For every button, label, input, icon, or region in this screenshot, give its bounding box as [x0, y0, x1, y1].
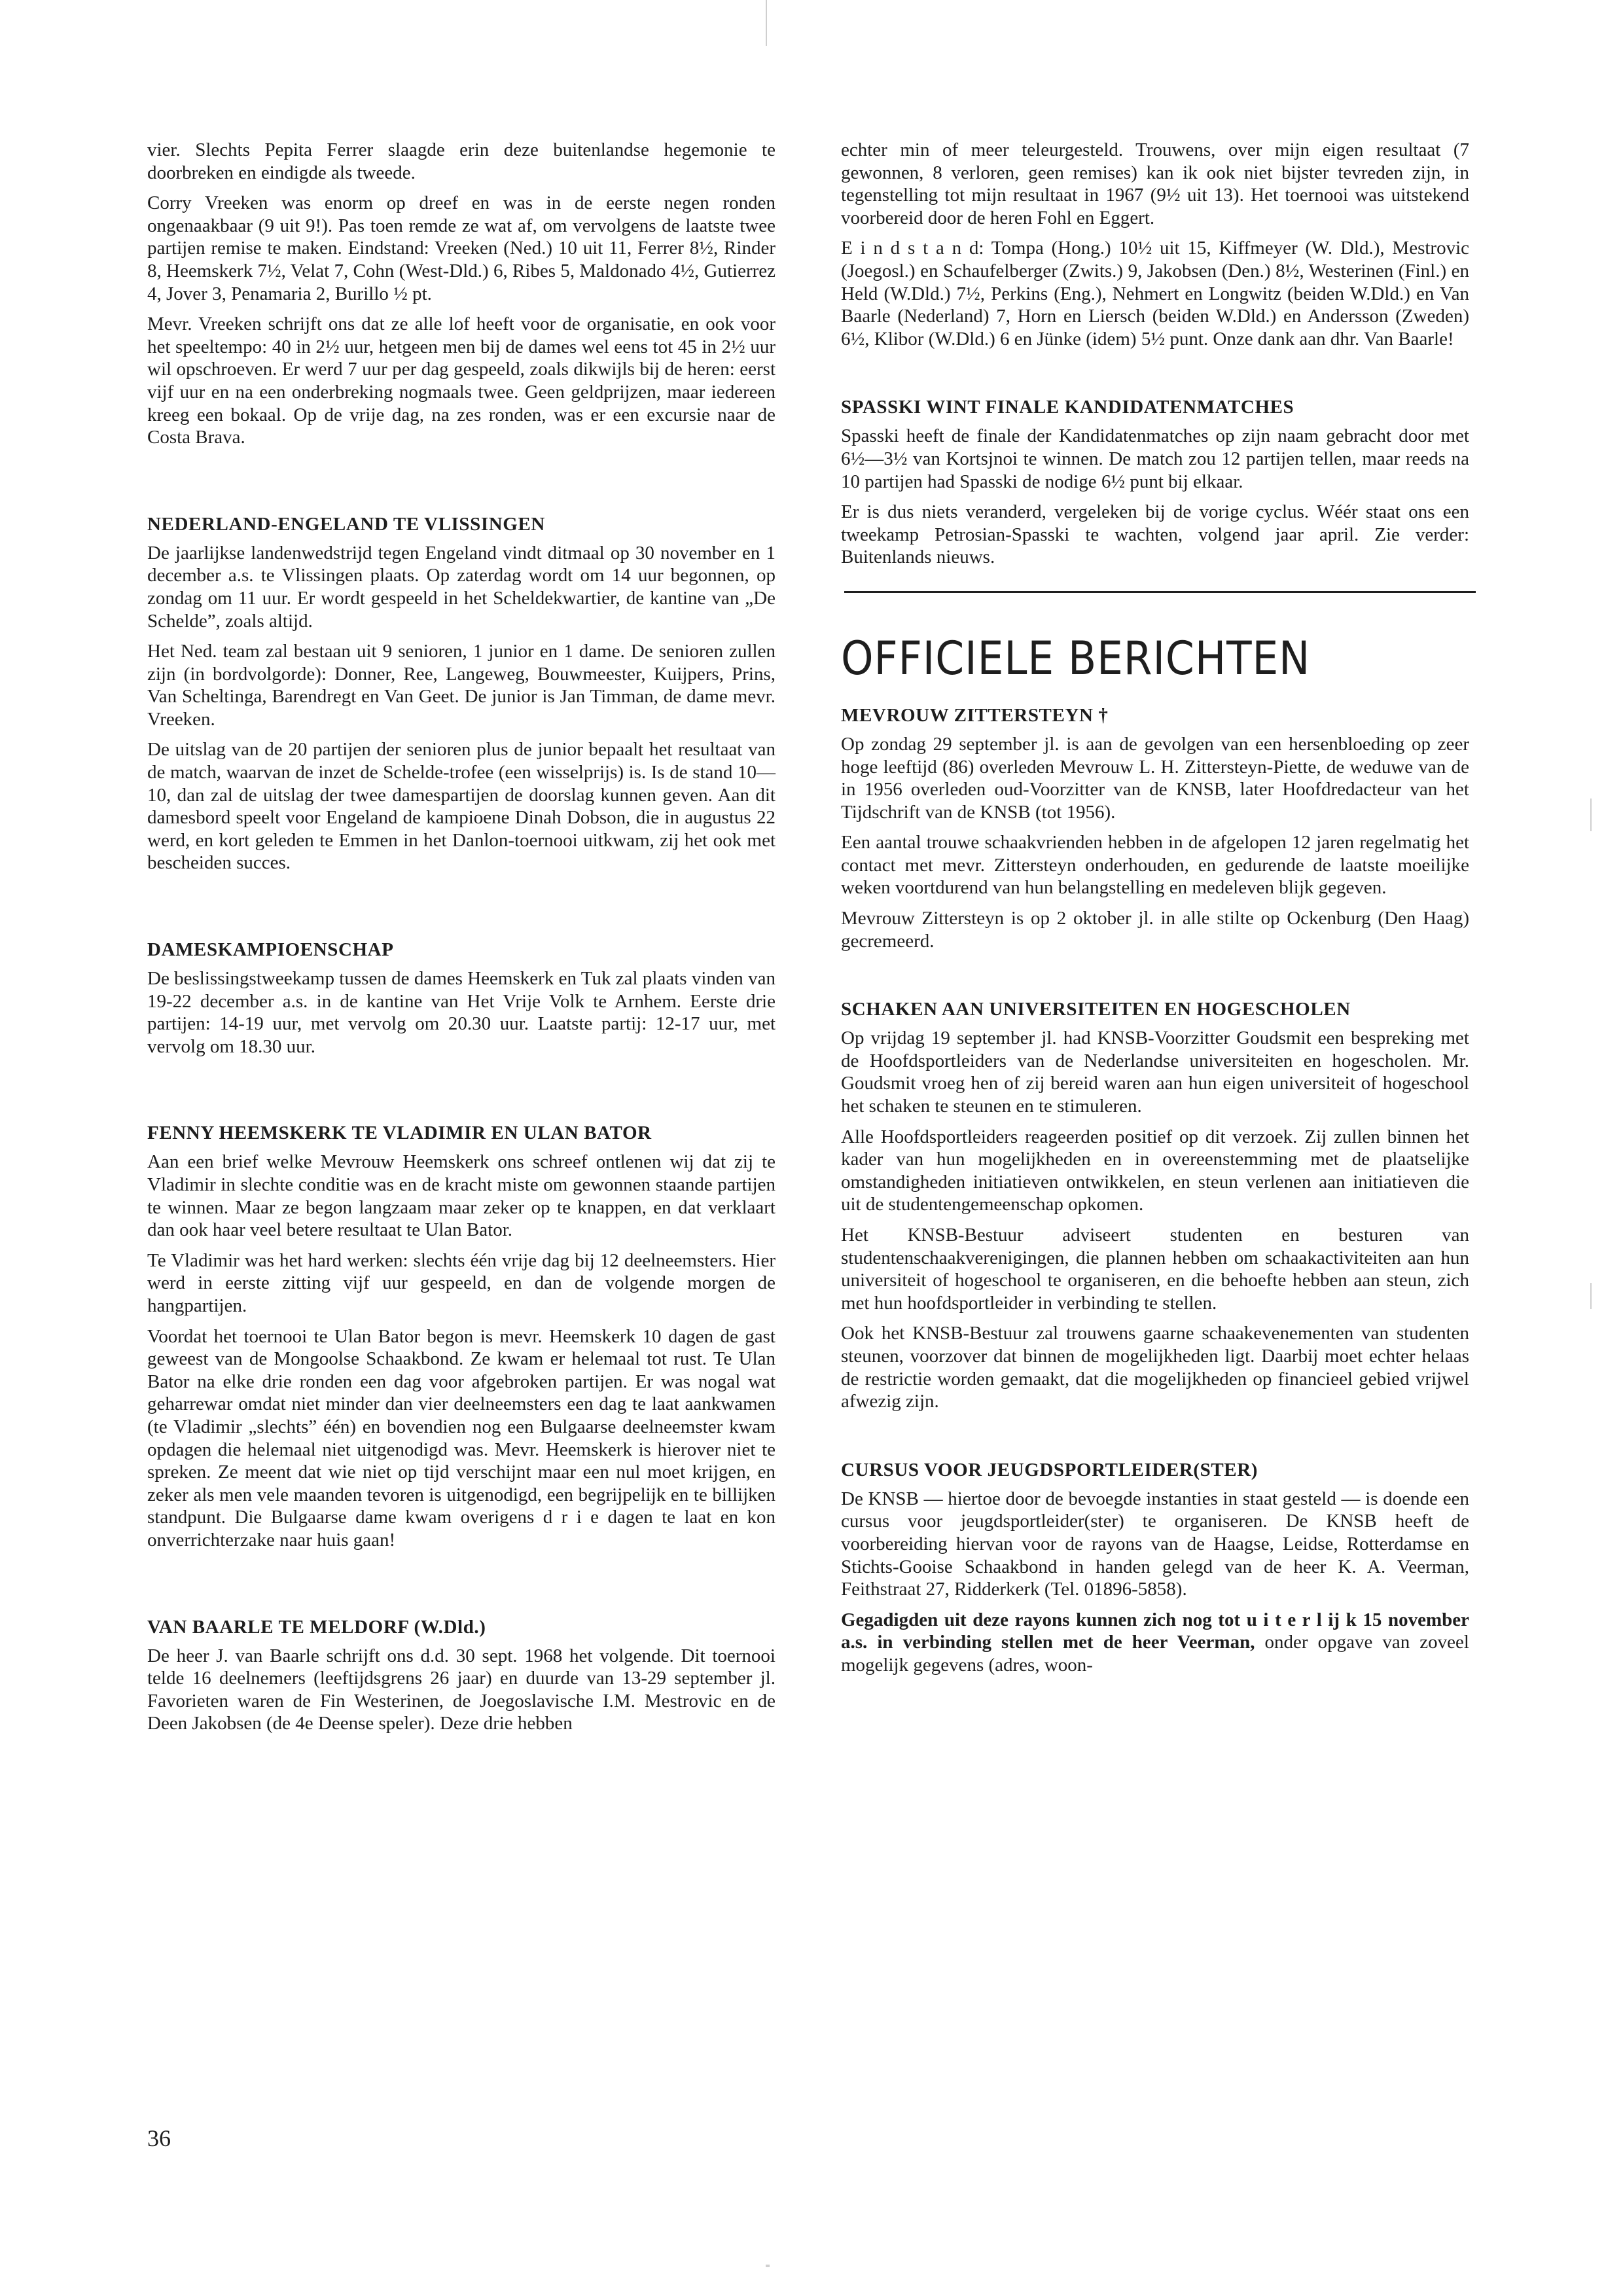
- section-paragraph: De uitslag van de 20 partijen der senioren plus de junior bepaalt het resultaat van de match, waarvan de inzet de Schelde-trofee (een wisselprijs) is. Is de stand 10—10, dan zal de uitslag der twee damespartijen de doorslag kunnen geven. Aan dit damesbord speelt voor Engeland de kampioene Dinah Dobson, die in augustus 22 werd, en kort geleden te Emmen in het Danlon-toernooi uitkwam, zij het ook met bescheiden succes.: [147, 739, 776, 874]
- section-spacer: [147, 1560, 776, 1616]
- section-spacer: [841, 358, 1469, 396]
- horizontal-rule: [844, 591, 1476, 593]
- section-paragraph: Een aantal trouwe schaakvrienden hebben in de afgelopen 12 jaren regelmatig het contact met mevr. Zittersteyn onderhouden, en gedurende de laatste moeilijke weken voortdurend van hun belangstelling en medeleven blijk gegeven.: [841, 832, 1469, 899]
- top-edge-mark: [766, 0, 767, 46]
- section-paragraph: Aan een brief welke Mevrouw Heemskerk ons schreef ontlenen wij dat zij te Vladimir in slechte conditie was en de kracht miste om gewonnen staande partijen te winnen. Maar ze begon langzaam maar zeker op te knappen, en dat verklaart dan ook haar veel betere resultaat te Ulan Bator.: [147, 1151, 776, 1241]
- section-spacer: [841, 1421, 1469, 1459]
- section-paragraph: Het Ned. team zal bestaan uit 9 senioren, 1 junior en 1 dame. De senioren zullen zijn (in bordvolgorde): Donner, Ree, Langeweg, Bouwmeester, Kuijpers, Prins, Van Scheltinga, Barendregt en Van Geet. De junior is Jan Timman, de dame mevr. Vreeken.: [147, 641, 776, 730]
- continued-paragraph-2: E i n d s t a n d: Tompa (Hong.) 10½ uit 15, Kiffmeyer (W. Dld.), Mestrovic (Joegosl.) en Schaufelberger (Zwits.) 9, Jakobsen (Den.) 8½, Westerinen (Finl.) en Held (W.Dld.) 7½, Perkins (Eng.), Nehmert en Longwitz (beiden W.Dld.) en Van Baarle (Nederland) 7, Horn en Liersch (beiden W.Dld.) en Andersson (Zweden) 6½, Klibor (W.Dld.) 6 en Jünke (idem) 5½ punt. Onze dank aan dhr. Van Baarle!: [841, 238, 1469, 350]
- section-heading-universiteiten: SCHAKEN AAN UNIVERSITEITEN EN HOGESCHOLEN: [841, 999, 1351, 1020]
- section-paragraph: Spasski heeft de finale der Kandidatenmatches op zijn naam gebracht door met 6½—3½ van Kortsjnoi te winnen. De match zou 12 partijen tellen, maar reeds na 10 partijen had Spasski de nodige 6½ punt bij elkaar.: [841, 425, 1469, 492]
- bottom-edge-mark: [766, 2265, 770, 2267]
- section-paragraph: Ook het KNSB-Bestuur zal trouwens gaarne schaakevenementen van studenten steunen, voorzover dat binnen de mogelijkheden ligt. Daarbij moet echter helaas de restrictie worden gemaakt, dat die mogelijkheden op financieel gebied vrijwel afwezig zijn.: [841, 1323, 1469, 1412]
- section-spacer: [841, 960, 1469, 998]
- section-heading-nederland-engeland: NEDERLAND-ENGELAND TE VLISSINGEN: [147, 513, 545, 535]
- section-paragraph: De heer J. van Baarle schrijft ons d.d. 30 sept. 1968 het volgende. Dit toernooi telde 16 deelnemers (leeftijdsgrens 26 jaar) en duurde van 13-29 september jl. Favorieten waren de Fin Westerinen, de Joegoslavische I.M. Mestrovic en de Deen Jakobsen (de 4e Deense speler). Deze drie hebben: [147, 1645, 776, 1734]
- section-paragraph: Voordat het toernooi te Ulan Bator begon is mevr. Heemskerk 10 dagen de gast geweest van de Mongoolse Schaakbond. Ze kwam er helemaal tot rust. Te Ulan Bator na elke drie ronden een dag voor afgebroken partijen. Er was nogal wat geharrewar omdat niet minder dan vier deelneemsters een dag te laat aankwamen (te Vladimir „slechts” één) en bovendien nog een Bulgaarse deelneemster kwam opdagen die helemaal niet uitgenodigd was. Mevr. Heemskerk is hierover niet te spreken. Ze meent dat wie niet op tijd verschijnt maar een nul moet krijgen, en zeker als men vele maanden tevoren is uitgenodigd, een begrijpelijk en te billijken standpunt. Die Bulgaarse dame kwam overigens d r i e dagen te laat en kon onverrichterzake naar huis gaan!: [147, 1325, 776, 1551]
- section-paragraph-final: [841, 1609, 1469, 1677]
- intro-paragraph-2: Corry Vreeken was enorm op dreef en was in de eerste negen ronden ongenaakbaar (9 uit 9!). Pas toen remde ze wat af, om vervolgens de laatste twee partijen remise te maken. Eindstand: Vreeken (Ned.) 10 uit 11, Ferrer 8½, Rinder 8, Heemskerk 7½, Velat 7, Cohn (West-Dld.) 6, Ribes 5, Maldonado 4½, Gutierrez 4, Jover 3, Penamaria 2, Burillo ½ pt.: [147, 192, 776, 304]
- right-edge-mark-2: [1590, 1283, 1592, 1309]
- section-paragraph: Mevrouw Zittersteyn is op 2 oktober jl. in alle stilte op Ockenburg (Den Haag) gecremeerd.: [841, 908, 1469, 952]
- section-spacer: [147, 457, 776, 513]
- section-paragraph: Te Vladimir was het hard werken: slechts één vrije dag bij 12 deelneemsters. Hier werd in eerste zitting vijf uur gespeeld, en dan de volgende morgen de hangpartijen.: [147, 1249, 776, 1316]
- section-paragraph: Op zondag 29 september jl. is aan de gevolgen van een hersenbloeding op zeer hoge leeftijd (86) overleden Mevrouw L. H. Zittersteyn-Piette, de weduwe van de in 1956 overleden oud-Voorzitter van de KNSB, later Hoofdredacteur van het Tijdschrift van de KNSB (tot 1956).: [841, 733, 1469, 823]
- section-paragraph: Op vrijdag 19 september jl. had KNSB-Voorzitter Goudsmit een bespreking met de Hoofdsportleiders van de Nederlandse universiteiten en hogescholen. Mr. Goudsmit vroeg hen of zij bereid waren aan hun eigen universiteit of hogeschool het schaken te steunen en te stimuleren.: [841, 1028, 1469, 1117]
- intro-paragraph-1: vier. Slechts Pepita Ferrer slaagde erin deze buitenlandse hegemonie te doorbreken en eindigde als tweede.: [147, 139, 776, 183]
- officiele-berichten-heading: OFFICIELE BERICHTEN: [841, 631, 1311, 685]
- intro-paragraph-3: Mevr. Vreeken schrijft ons dat ze alle lof heeft voor de organisatie, en ook voor het speeltempo: 40 in 2½ uur, hetgeen men bij de dames wel eens tot 45 in 2½ uur wil opschroeven. Er werd 7 uur per dag gespeeld, zoals dikwijls bij de heren: eerst vijf uur en na een onderbreking nogmaals twee. Geen geldprijzen, maar iedereen kreeg een bokaal. Op de vrije dag, na zes ronden, was er een excursie naar de Costa Brava.: [147, 314, 776, 448]
- section-heading-dameskampioenschap: DAMESKAMPIOENSCHAP: [147, 939, 394, 961]
- section-spacer: [147, 882, 776, 939]
- section-paragraph: Het KNSB-Bestuur adviseert studenten en besturen van studentenschaakverenigingen, die plannen hebben om schaakactiviteiten aan hun universiteit of hogeschool te organiseren, en die behoefte hebben aan steun, zich met hun hoofdsportleider in verbinding te stellen.: [841, 1225, 1469, 1314]
- section-paragraph: De KNSB — hiertoe door de bevoegde instanties in staat gesteld — is doende een cursus voor jeugdsportleider(ster) te organiseren. De KNSB heeft de voorbereiding hiervan voor de rayons van de Haagse, Leidse, Rotterdamse en Stichts-Gooise Schaakbond in handen gelegd van de heer K. A. Veerman, Feithstraat 27, Ridderkerk (Tel. 01896-5858).: [841, 1488, 1469, 1600]
- section-spacer: [147, 1066, 776, 1122]
- section-heading-cursus: CURSUS VOOR JEUGDSPORTLEIDER(STER): [841, 1459, 1258, 1480]
- section-paragraph: De jaarlijkse landenwedstrijd tegen Engeland vindt ditmaal op 30 november en 1 december a.s. te Vlissingen plaats. Op zaterdag wordt om 14 uur begonnen, op zondag om 11 uur. Er wordt gespeeld in het Scheldekwartier, de kantine van „De Schelde”, zoals altijd.: [147, 542, 776, 632]
- section-heading-zittersteyn: MEVROUW ZITTERSTEYN †: [841, 704, 1109, 726]
- continued-paragraph-1: echter min of meer teleurgesteld. Trouwens, over mijn eigen resultaat (7 gewonnen, 8 verloren, geen remises) kan ik ook niet bijster tevreden zijn, in tegenstelling tot mijn resultaat in 1967 (9½ uit 13). Het toernooi was uitstekend voorbereid door de heren Fohl en Eggert.: [841, 139, 1469, 228]
- section-heading-spasski: SPASSKI WINT FINALE KANDIDATENMATCHES: [841, 397, 1294, 418]
- bold-announcement: Gegadigden uit deze rayons kunnen zich nog tot u i t e r l ij k 15 november a.s. in verbinding stellen met de heer Veerman,: [841, 1609, 1469, 1653]
- announcement-continuation: onder opgave van zoveel mogelijk gegevens (adres, woon-: [841, 1632, 1469, 1676]
- left-column: [147, 139, 776, 1743]
- page-number: 36: [147, 2125, 171, 2151]
- section-heading-van-baarle: VAN BAARLE TE MELDORF (W.Dld.): [147, 1616, 486, 1638]
- right-column: [841, 139, 1469, 1685]
- right-edge-mark: [1590, 798, 1592, 831]
- section-paragraph: Alle Hoofdsportleiders reageerden positief op dit verzoek. Zij zullen binnen het kader van hun mogelijkheden en in overeenstemming met de plaatselijke omstandigheden initiatieven ontwikkelen, en steun verlenen aan initiatieven die uit de studentengemeenschap opkomen.: [841, 1126, 1469, 1215]
- section-heading-fenny-heemskerk: FENNY HEEMSKERK TE VLADIMIR EN ULAN BATOR: [147, 1122, 652, 1144]
- section-paragraph: De beslissingstweekamp tussen de dames Heemskerk en Tuk zal plaats vinden van 19-22 december a.s. in de kantine van Het Vrije Volk te Arnhem. Eerste drie partijen: 14-19 uur, met vervolg om 20.30 uur. Laatste partij: 12-17 uur, met vervolg om 18.30 uur.: [147, 968, 776, 1057]
- section-paragraph: Er is dus niets veranderd, vergeleken bij de vorige cyclus. Wéér staat ons een tweekamp Petrosian-Spasski te wachten, volgend jaar april. Zie verder: Buitenlands nieuws.: [841, 501, 1469, 568]
